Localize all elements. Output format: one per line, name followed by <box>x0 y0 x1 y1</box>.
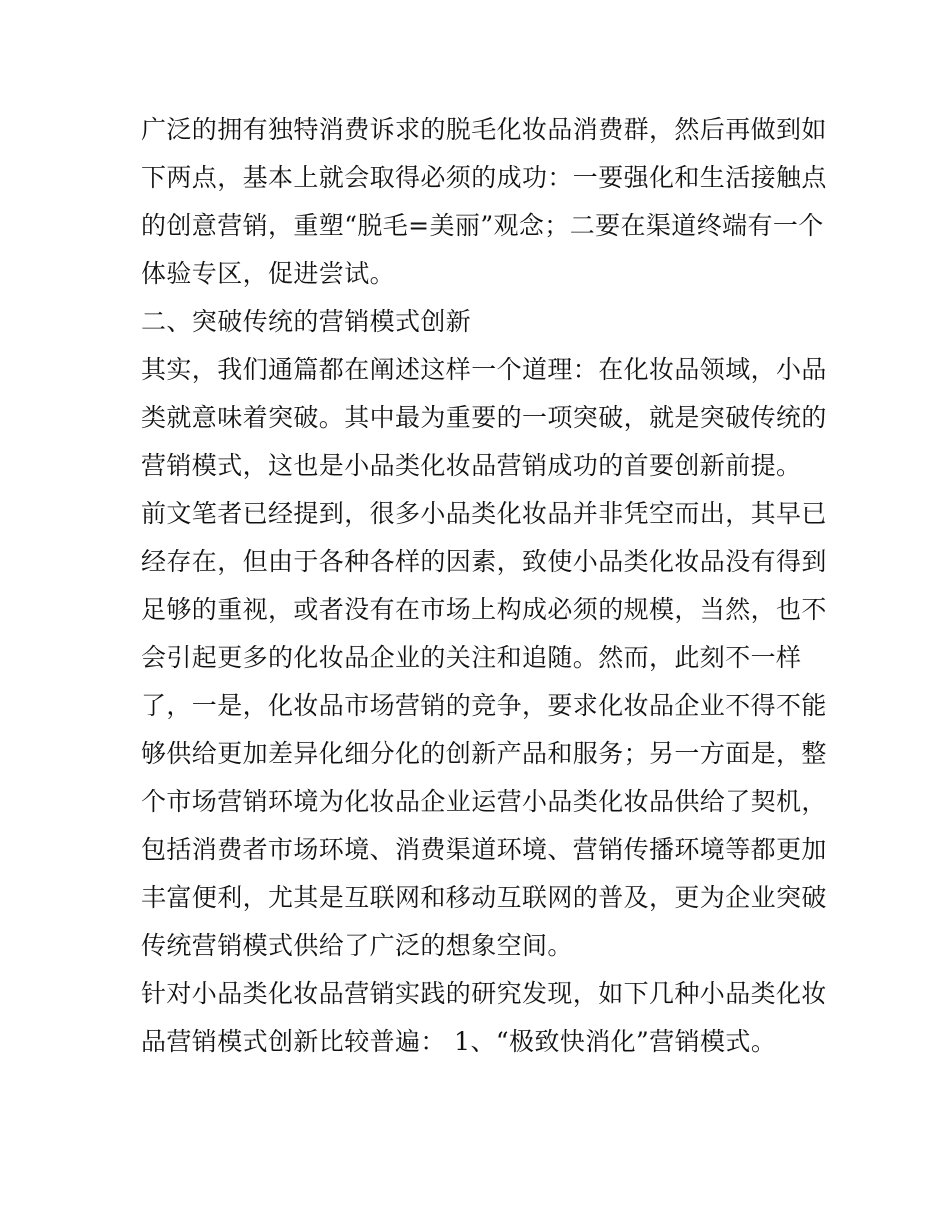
text-line: 广泛的拥有独特消费诉求的脱毛化妆品消费群，然后再做到如 <box>141 115 827 144</box>
body-text <box>141 106 831 1066</box>
text-line: 品营销模式创新比较普遍： 1、“极致快消化”营销模式。 <box>141 1027 777 1056</box>
text-line: 丰富便利，尤其是互联网和移动互联网的普及，更为企业突破 <box>141 883 827 912</box>
text-line: 其实，我们通篇都在阐述这样一个道理：在化妆品领域，小品 <box>141 355 827 384</box>
text-line: 经存在，但由于各种各样的因素，致使小品类化妆品没有得到 <box>141 547 827 576</box>
text-line: 足够的重视，或者没有在市场上构成必须的规模，当然，也不 <box>141 595 827 624</box>
text-line: 的创意营销，重塑“脱毛=美丽”观念；二要在渠道终端有一个 <box>141 211 824 240</box>
text-line: 个市场营销环境为化妆品企业运营小品类化妆品供给了契机， <box>141 787 827 816</box>
text-line: 体验专区，促进尝试。 <box>141 259 396 288</box>
text-line: 传统营销模式供给了广泛的想象空间。 <box>141 931 573 960</box>
text-line: 类就意味着突破。其中最为重要的一项突破，就是突破传统的 <box>141 403 827 432</box>
text-line: 针对小品类化妆品营销实践的研究发现，如下几种小品类化妆 <box>141 979 827 1008</box>
section-heading: 二、突破传统的营销模式创新 <box>141 307 472 336</box>
text-line: 包括消费者市场环境、消费渠道环境、营销传播环境等都更加 <box>141 835 827 864</box>
text-line: 了，一是，化妆品市场营销的竞争，要求化妆品企业不得不能 <box>141 691 827 720</box>
text-line: 营销模式，这也是小品类化妆品营销成功的首要创新前提。 <box>141 451 802 480</box>
text-line: 下两点，基本上就会取得必须的成功：一要强化和生活接触点 <box>141 163 827 192</box>
text-line: 前文笔者已经提到，很多小品类化妆品并非凭空而出，其早已 <box>141 499 827 528</box>
text-line: 够供给更加差异化细分化的创新产品和服务；另一方面是，整 <box>141 739 827 768</box>
text-line: 会引起更多的化妆品企业的关注和追随。然而，此刻不一样 <box>141 643 802 672</box>
